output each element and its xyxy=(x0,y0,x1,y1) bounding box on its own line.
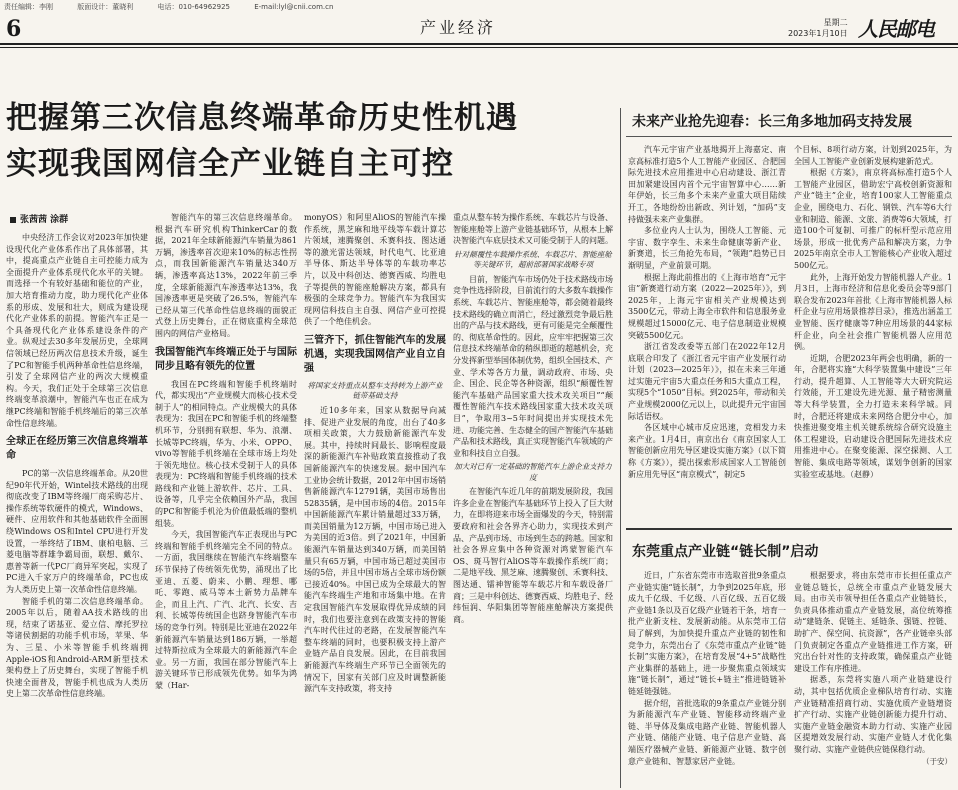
paragraph: 据悉，东莞将实施八项产业链建设行动，其中包括优质企业梯队培育行动、实施产业链精准招商行动、实施优质产业链增资扩产行动、实施产业链创新能力提升行动、实施产业链金融资本助力行动、实施产业园区提增效发展行动、实施产业链人才优化集聚行动、实施产业链供应链保稳行动。 xyxy=(794,675,952,754)
paragraph: 智能汽车的第三次信息终端革命。根据汽车研究机构ThinkerCar的数据，2021年全球新能源汽车销量为861万辆，渗透率首次迎来10%的标志性拐点，而我国新能源汽车销量达340万辆，渗透率高达13%，2022年前三季度，全球新能源汽车渗透率达13%，我国渗透率更是突破了26.5%，智能汽车已经从第三代革命性信息终端的面貌正式登上历史舞台，正在彻底重构全球范围内的网信产业格局。 xyxy=(155,213,297,338)
paragraph: 今天，我国智能汽车正表现出与PC终端和智能手机终端完全不同的特点。一方面，我国继续在智能汽车终端整车环节保持了传统领先优势，涌现出了比亚迪、五菱、蔚来、小鹏、理想、哪吒、零跑、威马等本土新势力品牌车企，而且上汽、广汽、北汽、长安、吉利、长城等传统国企也跻身智能汽车市场的竞争行列。特别是比亚迪在2022年新能源汽车销量达到186万辆，一举超过特斯拉成为全球最大的新能源汽车企业。另一方面，我国在部分智能汽车上游关键环节已形成领先优势。如华为鸿蒙（Har- xyxy=(155,530,297,690)
subhead: 我国智能汽车终端正处于与国际同步且略有领先的位置 xyxy=(155,346,297,372)
issue-date: 2023年1月10日 xyxy=(788,29,848,38)
top-info-strip xyxy=(0,0,958,14)
lead-column-1 xyxy=(6,232,148,787)
paragraph: 多位业内人士认为，围绕人工智能、元宇宙、数字孪生、未来生命健康等新产业、新赛道，长三角抢先布局，“领跑”趋势已日渐明显，产业前景可期。 xyxy=(628,226,786,270)
lead-column-3 xyxy=(304,212,446,787)
lead-headline-line-2: 实现我国网信全产业链自主可控 xyxy=(6,146,454,182)
story2-headline: 未来产业抢先迎春：长三角多地加码支持发展 xyxy=(632,114,912,130)
header-rule-thin xyxy=(0,47,958,48)
section-title: 产业经济 xyxy=(420,18,497,37)
subhead: 全球正在经历第三次信息终端革命 xyxy=(6,436,148,462)
paragraph: 根据上海此前推出的《上海市培育“元宇宙”新赛道行动方案（2022—2025年）》，到2025年，上海元宇宙相关产业规模达到3500亿元，带动上海全市软件和信息服务业规模超过15000亿元、电子信息制造业规模突破5500亿元。 xyxy=(628,272,786,340)
paragraph: 重点从整车转为操作系统、车载芯片与设备、智能座舱等上游产业链基础环节，从根本上解决智能汽车底层技术又可能受制于人的问题。 xyxy=(453,213,613,246)
paragraph: 个目标、8项行动方案，计划到2025年，为全国人工智能产业创新发展构建新范式。 xyxy=(794,145,952,166)
paragraph: 此外，上海开始发力智能机器人产业。1月3日，上海市经济和信息化委员会等9部门联合发布2023年首批《上海市智能机器人标杆企业与应用场景推荐目录》，推选出涵盖工业智能、医疗健康等7种应用场景的44家标杆企业，向全社会推广智能机器人应用范例。 xyxy=(794,272,952,352)
paragraph: 智能手机的第二次信息终端革命。2005年以后，随着AA技术路线的出现，结束了诺基亚、爱立信、摩托罗拉等诸侯割据的功能手机市场，苹果、华为、三星、小米等智能手机终端拥Apple-iOS和Android-ARM新型技术架构登上了历史舞台，实现了智能手机快速全面普及，智能手机也成为人类历史上第二次革命性信息终端。 xyxy=(6,596,148,699)
lead-headline-line-1: 把握第三次信息终端革命历史性机遇 xyxy=(6,100,518,136)
story3-column-2 xyxy=(794,570,952,787)
paragraph: 近期，合肥2023年两会也明确，新的一年，合肥将实施“大科学装置集中建设”三年行动，提升超算、人工智能等大大研究院运行效能，开工建设先进光源、量子精密测量等大科学装置，全力打造未来科学城。同时，合肥还将建成未来网络合肥分中心，加快推进聚变堆主机关键系统综合研究设施主体工程建设，启动建设合肥国际先进技术应用推进中心。在聚变能源、深空探测、人工智能、集成电路等领域，谋划争创新的国家实验室或基地。（赵静） xyxy=(794,353,952,479)
byline xyxy=(10,212,68,225)
paragraph: 根据《方案》，南京将高标准打造5个人工智能产业园区，借助宏宁高校创新资源和产业“链主”企业，培育100家人工智能重点企业，围绕电力、石化、钢铁、汽车等6大行业和制造、能源、文旅、消费等6大领域，打造100个可复制、可推广的标杆型示范应用场景，形成一批优秀产品和解决方案，力争2025年南京全市人工智能核心产业收入超过500亿元。 xyxy=(794,168,952,270)
date-block xyxy=(788,17,848,39)
paragraph: 各区域中心城市反应迅速，竞相发力未来产业。1月4日，南京出台《南京国家人工智能创新应用先导区建设实施方案》（以下简称《方案》），提出探索形成国家人工智能创新应用先导区“南京模式”，制定5 xyxy=(628,423,786,479)
byline-square-icon xyxy=(10,217,16,223)
story3-headline: 东莞重点产业链“链长制”启动 xyxy=(632,544,819,560)
paragraph: 根据要求，将由东莞市市长担任重点产业链总链长，总统全市重点产业链发展大局。由市关市领导担任各重点产业链链长，负责具体推动重点产业链发展，高位统筹推动“建链条、促链主、延链条、强链、控链、助扩产、保空间、抗资源”，各产业链牵头部门负责制定各重点产业链推进工作方案，研究出台针对性的支持政策，确保重点产业链建设工作有序推进。 xyxy=(794,571,952,673)
paragraph: 据介绍，首批选取的9条重点产业链分别为新能源汽车产业链、智能移动终端产业链、半导体及集成电路产业链、智能机器人产业链、储能产业链、电子信息产业链、高端医疗器械产业链、新能源产业链、数字创意产业链和、智慧家居产业链。 xyxy=(628,698,786,766)
paragraph: monyOS）和阿里AliOS的智能汽车操作系统，黑芝麻和地平线等车载计算芯片领域，速腾聚创、禾赛科技、图达通等的激光雷达领域，时代电气、比亚迪半导体、斯达半导体等的车载功率芯片，以及中科创达、德赛西威、均胜电子等提供的智能座舱解决方案，都具有极强的全球竞争力。智能汽车为我国实现网信科技自主自强、网信产业可控提供了一个绝佳机会。 xyxy=(304,213,446,327)
paragraph: 浙江省发改委等五部门在2022年12月底联合印发了《浙江省元宇宙产业发展行动计划（2023—2025年）》，拟在未来三年通过实施元宇宙5大重点任务和5大重点工程，实现5个“1050”目标。到2025年，带动和关产业规模2000亿元以上，以此提升元宇宙国际话语权。 xyxy=(628,342,786,421)
paragraph: 在智能汽车近几年的前期发展阶段，我国许多企业在智能汽车基础环节上投入了巨大财力，在即将迎来市场全面爆发的今天，特别需要政府和社会各界齐心助力，实现技术到产品、产品到市场、市场到生态的跨越。国家和社会各界应集中各种资源对鸿蒙智能汽车OS、斑马智行AliOS等车载操作系统厂商；二是地平线、黑芝麻、速腾聚创、禾赛科技、图达通、镭神智能等车载芯片和车载设备厂商；三是中科创达、德赛西威、均胜电子、经纬恒润、华阳集团等智能座舱解决方案提供商。 xyxy=(453,487,613,624)
paragraph: PC的第一次信息终端革命。从20世纪90年代开始，Wintel技术路线的出现彻底改变了IBM等终端厂商采购芯片、操作系统等软硬件的模式，Windows、硬件、应用软件和其他基础软件全面围绕Windows OS和Intel CPU进行开发设置，一举终结了IBM、康柏电脑、三菱电脑等群雄争霸局面，联想、戴尔、惠普等新一代PC厂商异军突起，实现了PC进入千家万户的终端革命，PC也成为人类历史上第一次革命性信息终端。 xyxy=(6,469,148,595)
column-divider xyxy=(620,108,621,788)
paragraph: 近10多年来，国家从数据导向减排、促进产业发展的角度，出台了40多项相关政策，大力鼓励新能源汽车发展。其中，持续时间最长、影响程度最深的新能源汽车补贴政策直接推动了我国新能源汽车的快速发展。据中国汽车工业协会统计数据，2012年中国市场销售新能源汽车12791辆，美国市场售出52835辆，是中国市场的4倍。2015年中国新能源汽车累计销量超过33万辆，而美国销量为12万辆，中国市场已进入为美国的近3倍。到了2021年，中国新能源汽车销量达到340万辆，而美国销量只有65万辆，中国市场已超过美国市场的5倍，并且中国市场占全球市场份额已接近40%。中国已成为全球最大的智能汽车终端生产地和市场集中地。在肯定我国智能汽车发展取得优异成绩的同时，我们也要注意到在政策支持的智能汽车时代往过的老路，在发展智能汽车整车终端的同时，也要积极支持上游产业链产品自良发展。因此，在目前我国新能源汽车终端生产环节已全面领先的情况下，国家有关部门应及时调整新能源汽车支持政策，将支持 xyxy=(304,405,446,694)
lead-column-2 xyxy=(155,212,297,787)
byline-authors: 张茜茜 涂群 xyxy=(20,215,69,225)
story2-column-2 xyxy=(794,144,952,522)
header-rule xyxy=(0,43,958,45)
editor-label: 责任编辑：李刚 xyxy=(4,3,53,11)
subhead: 三管齐下，抓住智能汽车的发展机遇，实现我国网信产业自立自强 xyxy=(304,334,446,374)
email-label: E-mail:lyl@cnii.com.cn xyxy=(254,3,334,11)
story-separator xyxy=(626,528,952,530)
paragraph: 目前，智能汽车市场仍处于技术路线市场竞争性选择阶段，目前流行的大多数车载操作系统、车载芯片、智能座舱等，都会随着最终技术路线的确立而消亡，经过激烈竞争最后胜出的产品与技术路线，更有可能是完全颠覆性的、彻底革命性的。因此，应牢牢把握第三次信息技术终端革命的稍纵即逝的超越机会，充分发挥新型举国体制优势，组织全国技术、产业、学术等各方力量，调动政府、市场、央企、国企、民企等各种资源，组织“颠覆性智能汽车基础产品国家重大技术攻关项目”“颠覆性智能汽车技术路线国家重大技术攻关项目”，争取用3~5年时间提出并实现技术先进、功能完善、生态健全的国产智能汽车基础产品和技术路线，真正实现智能汽车领域的产业和科技自立自强。 xyxy=(453,274,613,458)
sub-subhead: 将国家支持重点从整车支持转为上游产业链带基础支持 xyxy=(307,380,443,401)
paragraph: 我国在PC终端和智能手机终端时代，都实现出“产业规模大而核心技术受制于人”的相同特点。产业规模大的具体表现为：我国在PC和智能手机的终端整机环节，分别拥有联想、华为、浪潮、长城等PC终端，华为、小米、OPPO、vivo等智能手机终端在全球市场上均处于领先地位。核心技术受制于人的具体表现为：PC终端和智能手机终端的技术路线和产业链上游软件、芯片、工具、设备等，几乎完全依赖国外产品，我国的PC和智能手机沦为价值最低端的整机组装。 xyxy=(155,379,297,528)
story2-column-1 xyxy=(628,144,786,522)
designer-label: 版面设计：董晓利 xyxy=(77,3,134,11)
masthead-logo: 人民邮电 xyxy=(858,17,934,41)
paragraph: 汽车元宇宙产业基地揭开上海嘉定、南京高标准打造5个人工智能产业园区、合肥国际先进技术应用推进中心启动建设、浙江青田加紧建设国内首个元宇宙智算中心……新年伊始，长三角多个未来产业重大项目陆续开工，各地纷纷出新政、列计划，“加码”支持做强未来产业集群。 xyxy=(628,145,786,224)
story2-rule xyxy=(626,136,952,137)
lead-column-4 xyxy=(453,212,613,787)
paragraph: 近日，广东省东莞市市选取首批9条重点产业链实施“链长制”，力争到2025年底，形成九千亿级、千亿级、八百亿级、五百亿级产业链1条以及百亿级产业链若干条，培育一批产业新支柱、发展新动能。从东莞市工信局了解到，为加快提升重点产业链的韧性和竞争力，东莞出台了《东莞市重点产业链“链长制”实施方案》，在培育发展“4+5”战略性产业集群的基础上，进一步聚焦重点领域实施“链长制”，通过“链长+链主”推进链链补链延链强链。 xyxy=(628,571,786,696)
page-number: 6 xyxy=(6,16,22,42)
story3-column-1 xyxy=(628,570,786,787)
phone-label: 电话：010-64962925 xyxy=(157,3,230,11)
sub-subhead: 加大对已有一定基础的智能汽车上游企业支持力度 xyxy=(454,462,612,482)
lead-headline xyxy=(6,95,616,187)
sub-subhead: 针对颠覆性车载操作系统、车载芯片、智能座舱等关键环节，超前部署国家战略专项 xyxy=(454,249,612,270)
weekday: 星期二 xyxy=(823,18,848,27)
paragraph: 中央经济工作会议对2023年加快建设现代化产业体系作出了具体部署，其中，提高重点产业链自主可控能力成为全面提升产业体系现代化水平的关键。而选择一个有较好基础和能位的产业，加大培育推动力度，助力现代化产业体系的形成、发展和壮大，则成为建设现代化产业体系的前提。智能汽车正是一个具备现代化产业体系建设条件的产业。纵观过去30多年发展历史，全球网信领域已经历两次信息技术升级，诞生了PC和智能手机两种革命性信息终端，引发了全球网信产业的两次大规模重构。今天，我们正处于全球第三次信息终端变革浪潮中，智能汽车也正在成为继PC终端和智能手机终端后的第三次革命性信息终端。 xyxy=(6,233,148,428)
story3-credit: （于安） xyxy=(922,756,952,766)
